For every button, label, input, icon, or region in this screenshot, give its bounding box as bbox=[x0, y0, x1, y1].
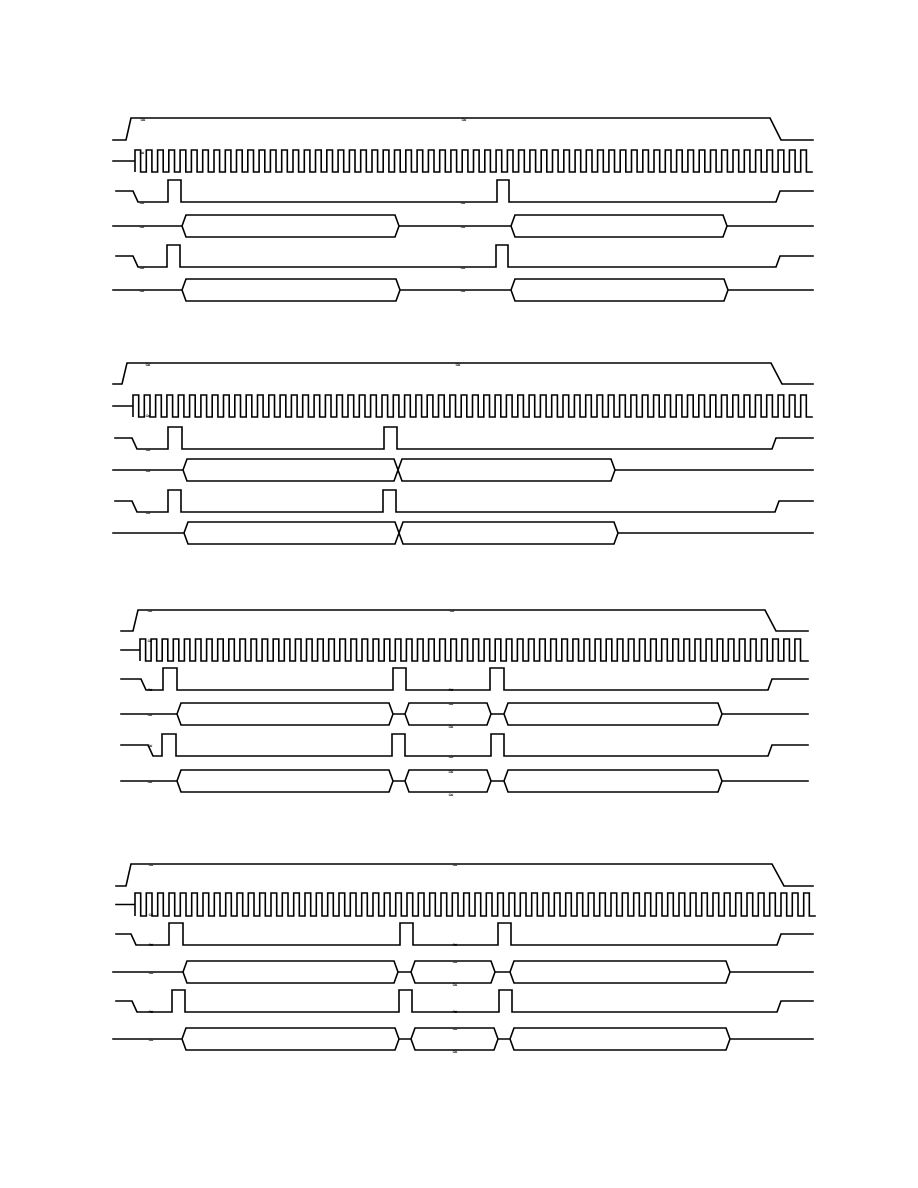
enable-signal bbox=[116, 864, 813, 886]
clock-signal bbox=[121, 639, 808, 661]
break-mark: ≈ bbox=[452, 981, 458, 989]
data-bus-b bbox=[121, 770, 808, 792]
break-mark: ≈ bbox=[460, 199, 466, 207]
strobe-signal-b bbox=[116, 990, 813, 1012]
break-mark: ≈ bbox=[461, 116, 467, 124]
break-mark: ≈ bbox=[145, 446, 151, 454]
break-mark: ≈ bbox=[452, 1025, 458, 1033]
break-mark: ≈ bbox=[452, 861, 458, 869]
break-mark: ≈ bbox=[452, 941, 458, 949]
break-mark: ≈ bbox=[145, 361, 151, 369]
timing-panel-2 bbox=[113, 361, 813, 544]
strobe-signal-a bbox=[116, 923, 813, 945]
data-bus-b bbox=[113, 522, 813, 544]
break-mark: ≈ bbox=[452, 1008, 458, 1016]
strobe-signal-b bbox=[121, 734, 808, 756]
break-mark: ≈ bbox=[145, 412, 151, 420]
data-bus-b bbox=[113, 1028, 813, 1050]
break-mark: ≈ bbox=[448, 686, 454, 694]
timing-panel-1 bbox=[113, 116, 813, 301]
break-mark: ≈ bbox=[460, 223, 466, 231]
break-mark: ≈ bbox=[147, 686, 153, 694]
break-mark: ≈ bbox=[148, 969, 154, 977]
enable-signal bbox=[121, 610, 808, 631]
break-mark: ≈ bbox=[148, 861, 154, 869]
clock-signal bbox=[113, 150, 812, 172]
data-bus-a bbox=[113, 459, 813, 481]
break-mark: ≈ bbox=[148, 911, 154, 919]
break-mark: ≈ bbox=[140, 116, 146, 124]
break-mark: ≈ bbox=[448, 753, 454, 761]
break-mark: ≈ bbox=[139, 287, 145, 295]
break-mark: ≈ bbox=[145, 509, 151, 517]
break-mark: ≈ bbox=[448, 723, 454, 731]
break-mark: ≈ bbox=[449, 607, 455, 615]
break-mark: ≈ bbox=[147, 607, 153, 615]
break-mark: ≈ bbox=[147, 711, 153, 719]
break-mark: ≈ bbox=[448, 700, 454, 708]
break-mark: ≈ bbox=[452, 958, 458, 966]
break-mark: ≈ bbox=[147, 742, 153, 750]
data-bus-a bbox=[113, 961, 813, 983]
break-mark: ≈ bbox=[145, 467, 151, 475]
break-mark: ≈ bbox=[448, 768, 454, 776]
break-mark: ≈ bbox=[148, 941, 154, 949]
strobe-signal-b bbox=[115, 490, 813, 512]
break-mark: ≈ bbox=[448, 791, 454, 799]
break-mark: ≈ bbox=[452, 1048, 458, 1056]
clock-signal bbox=[116, 893, 815, 916]
break-mark: ≈ bbox=[460, 287, 466, 295]
timing-panel-3 bbox=[121, 607, 808, 799]
strobe-signal-a bbox=[121, 668, 808, 690]
break-mark: ≈ bbox=[139, 264, 145, 272]
break-mark: ≈ bbox=[139, 223, 145, 231]
strobe-signal-a bbox=[115, 427, 813, 449]
timing-panel-4 bbox=[113, 861, 815, 1056]
break-mark: ≈ bbox=[148, 1036, 154, 1044]
enable-signal bbox=[113, 363, 813, 384]
break-mark: ≈ bbox=[148, 1008, 154, 1016]
clock-signal bbox=[113, 395, 812, 417]
break-mark: ≈ bbox=[455, 361, 461, 369]
break-mark: ≈ bbox=[147, 778, 153, 786]
break-mark: ≈ bbox=[460, 264, 466, 272]
break-mark: ≈ bbox=[139, 199, 145, 207]
break-mark: ≈ bbox=[139, 149, 145, 157]
data-bus-a bbox=[121, 703, 808, 725]
break-mark: ≈ bbox=[147, 637, 153, 645]
